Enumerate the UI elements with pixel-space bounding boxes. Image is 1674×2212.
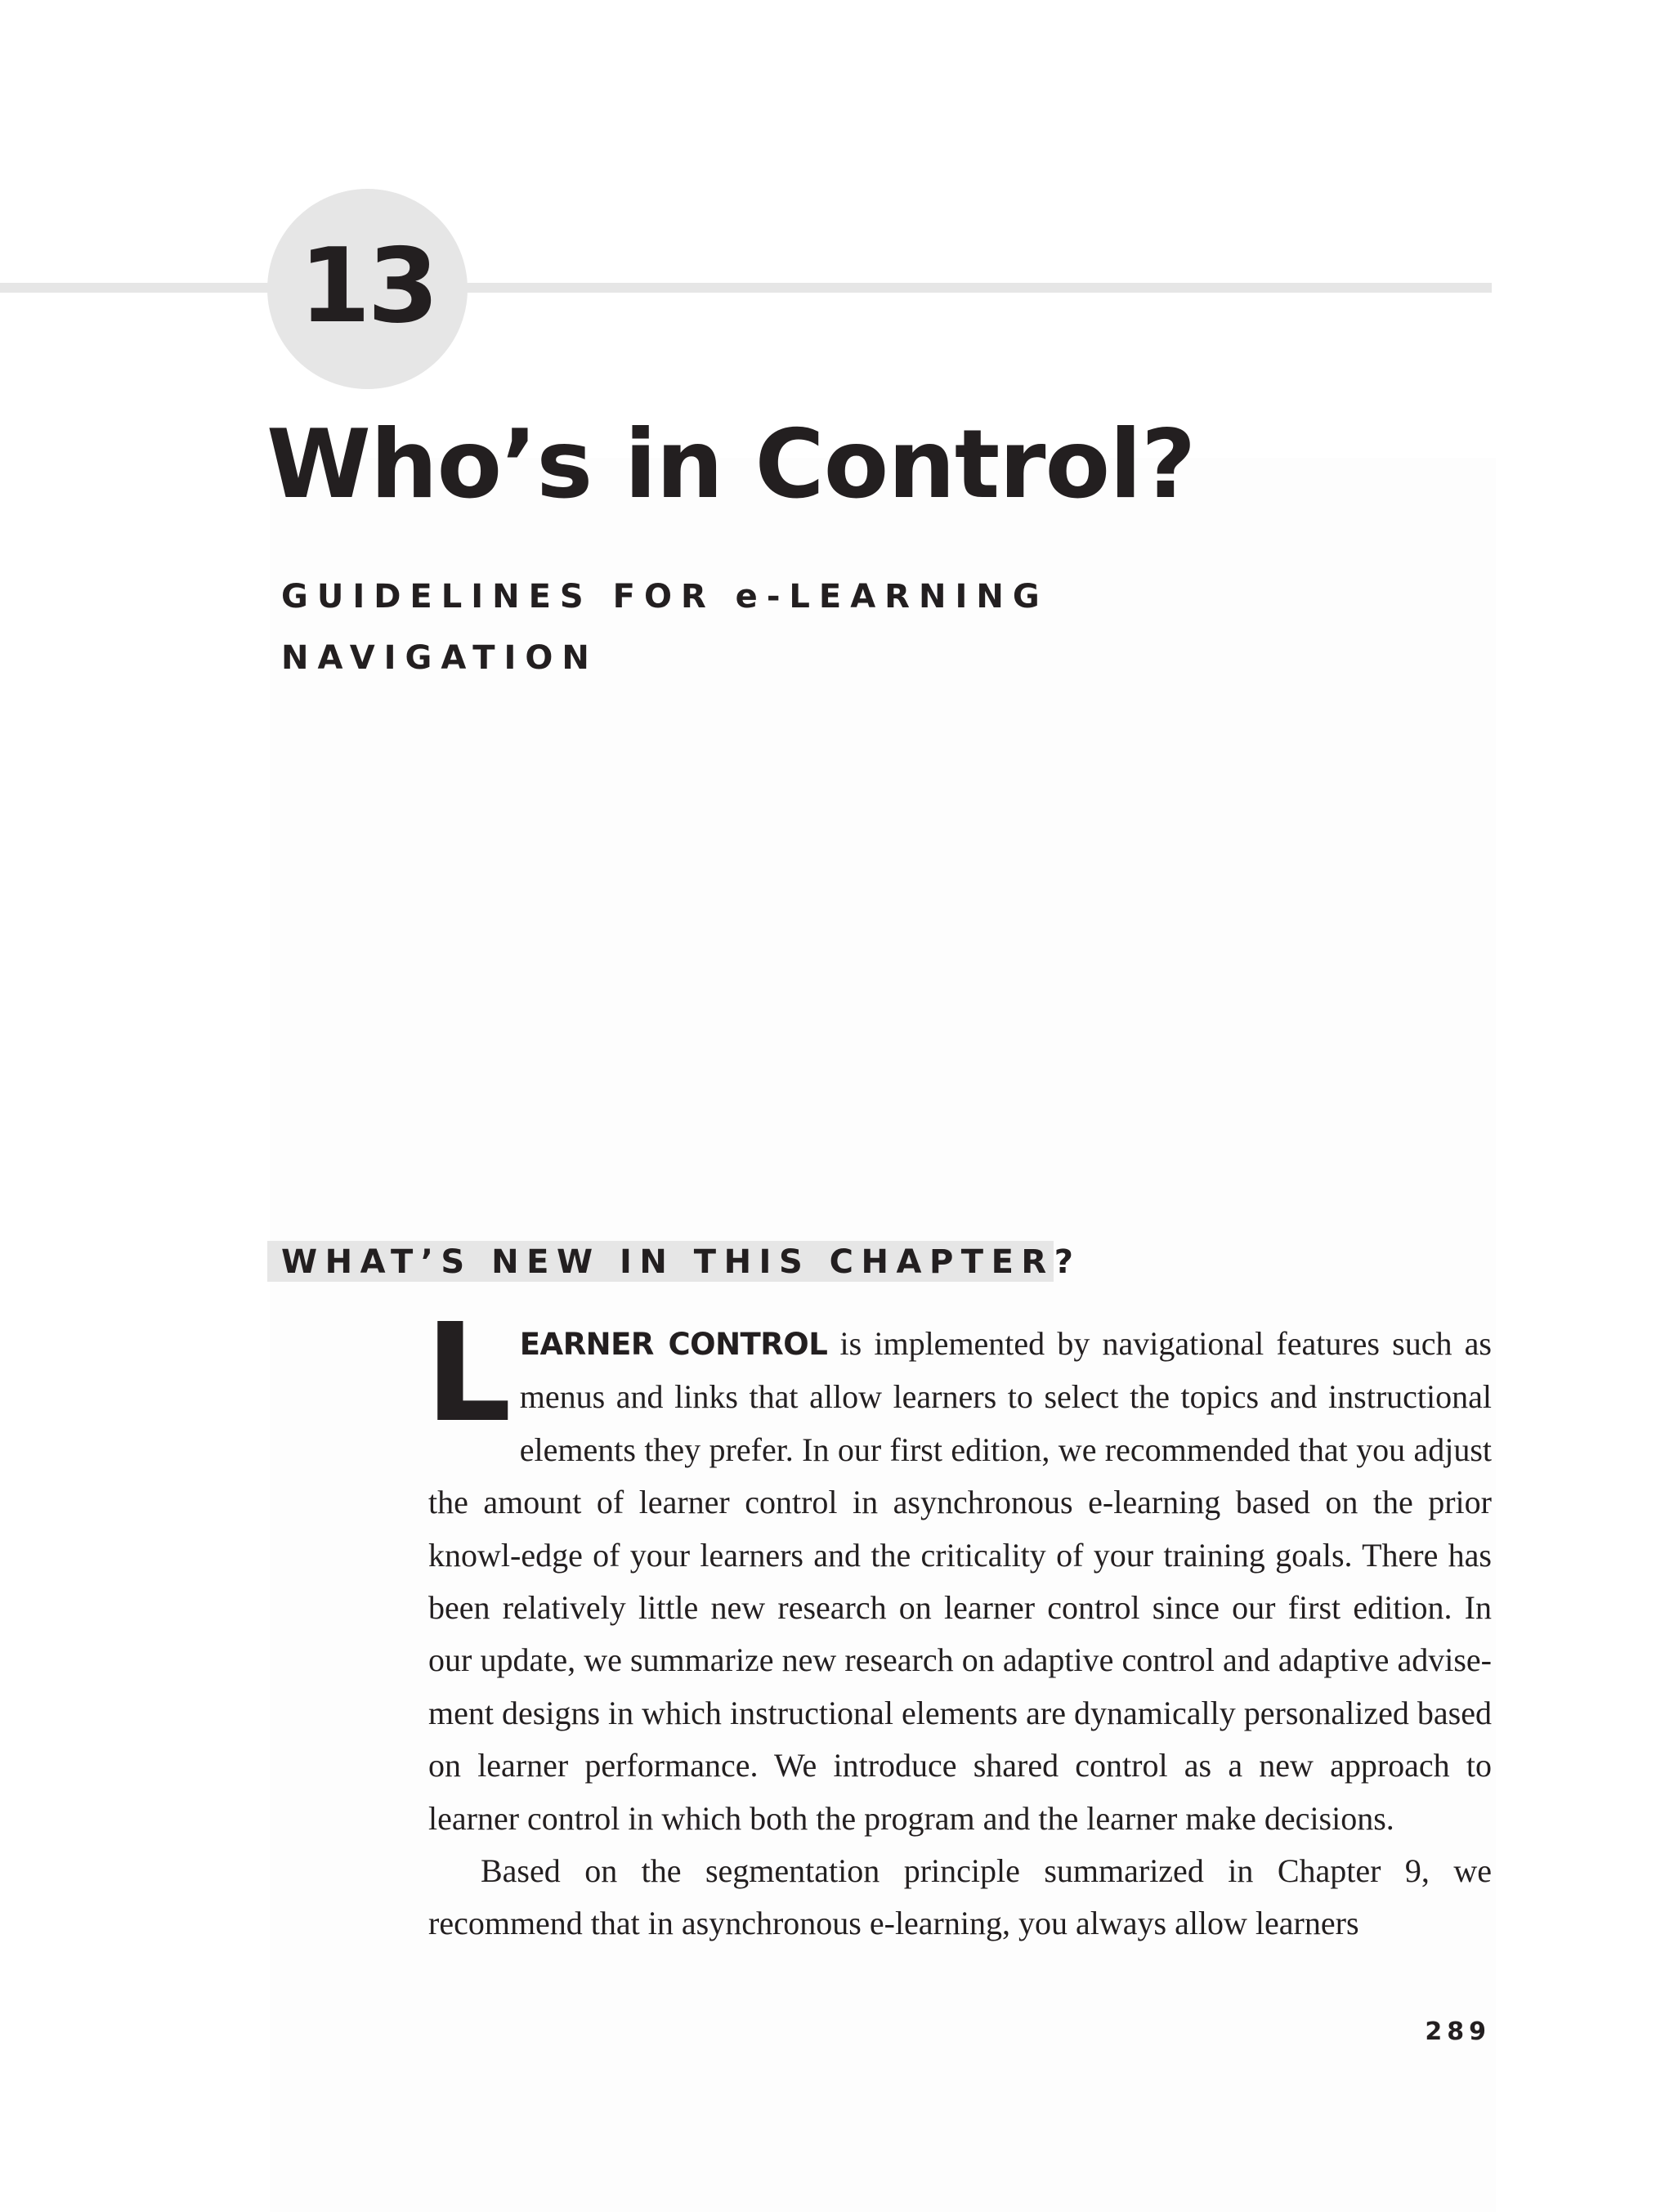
- chapter-subtitle-line-1: GUIDELINES FOR e-LEARNING: [281, 578, 1049, 616]
- body-paragraph-1: [425, 1295, 1492, 1845]
- chapter-title: Who’s in Control?: [266, 410, 1196, 520]
- chapter-number-badge: [267, 189, 468, 389]
- body-paragraph-1-text: is implemented by navigational features such as menus and links that allow learners to select the topics and instructional elements they prefer. In our first edition, we recommended that you adjust the amount of learner control in asynchronous e-learning based on the prior knowl-edge of your learners and the criticality of your training goals. There has been relatively little new research on learner control since our first edition. In our update, we summarize new research on adaptive control and adaptive advise-ment designs in which instructional elements are dynamically personalized based on learner performance. We introduce shared control as a new approach to learner control in which both the program and the learner make decisions.: [428, 1325, 1492, 1837]
- body-paragraph-2: Based on the segmentation principle summarized in Chapter 9, we recommend that in asynchronous e-learning, you always allow learners: [428, 1852, 1492, 1942]
- page-number: 289: [1425, 2017, 1491, 2046]
- chapter-subtitle: [281, 566, 1099, 689]
- chapter-number: 13: [298, 225, 436, 346]
- section-heading: WHAT’S NEW IN THIS CHAPTER?: [281, 1243, 1081, 1281]
- chapter-subtitle-line-2: NAVIGATION: [281, 639, 598, 677]
- chapter-rule: [0, 283, 1492, 293]
- lead-in-text: EARNER CONTROL: [519, 1327, 828, 1362]
- body-text: [425, 1295, 1492, 1950]
- drop-cap: L: [425, 1295, 512, 1453]
